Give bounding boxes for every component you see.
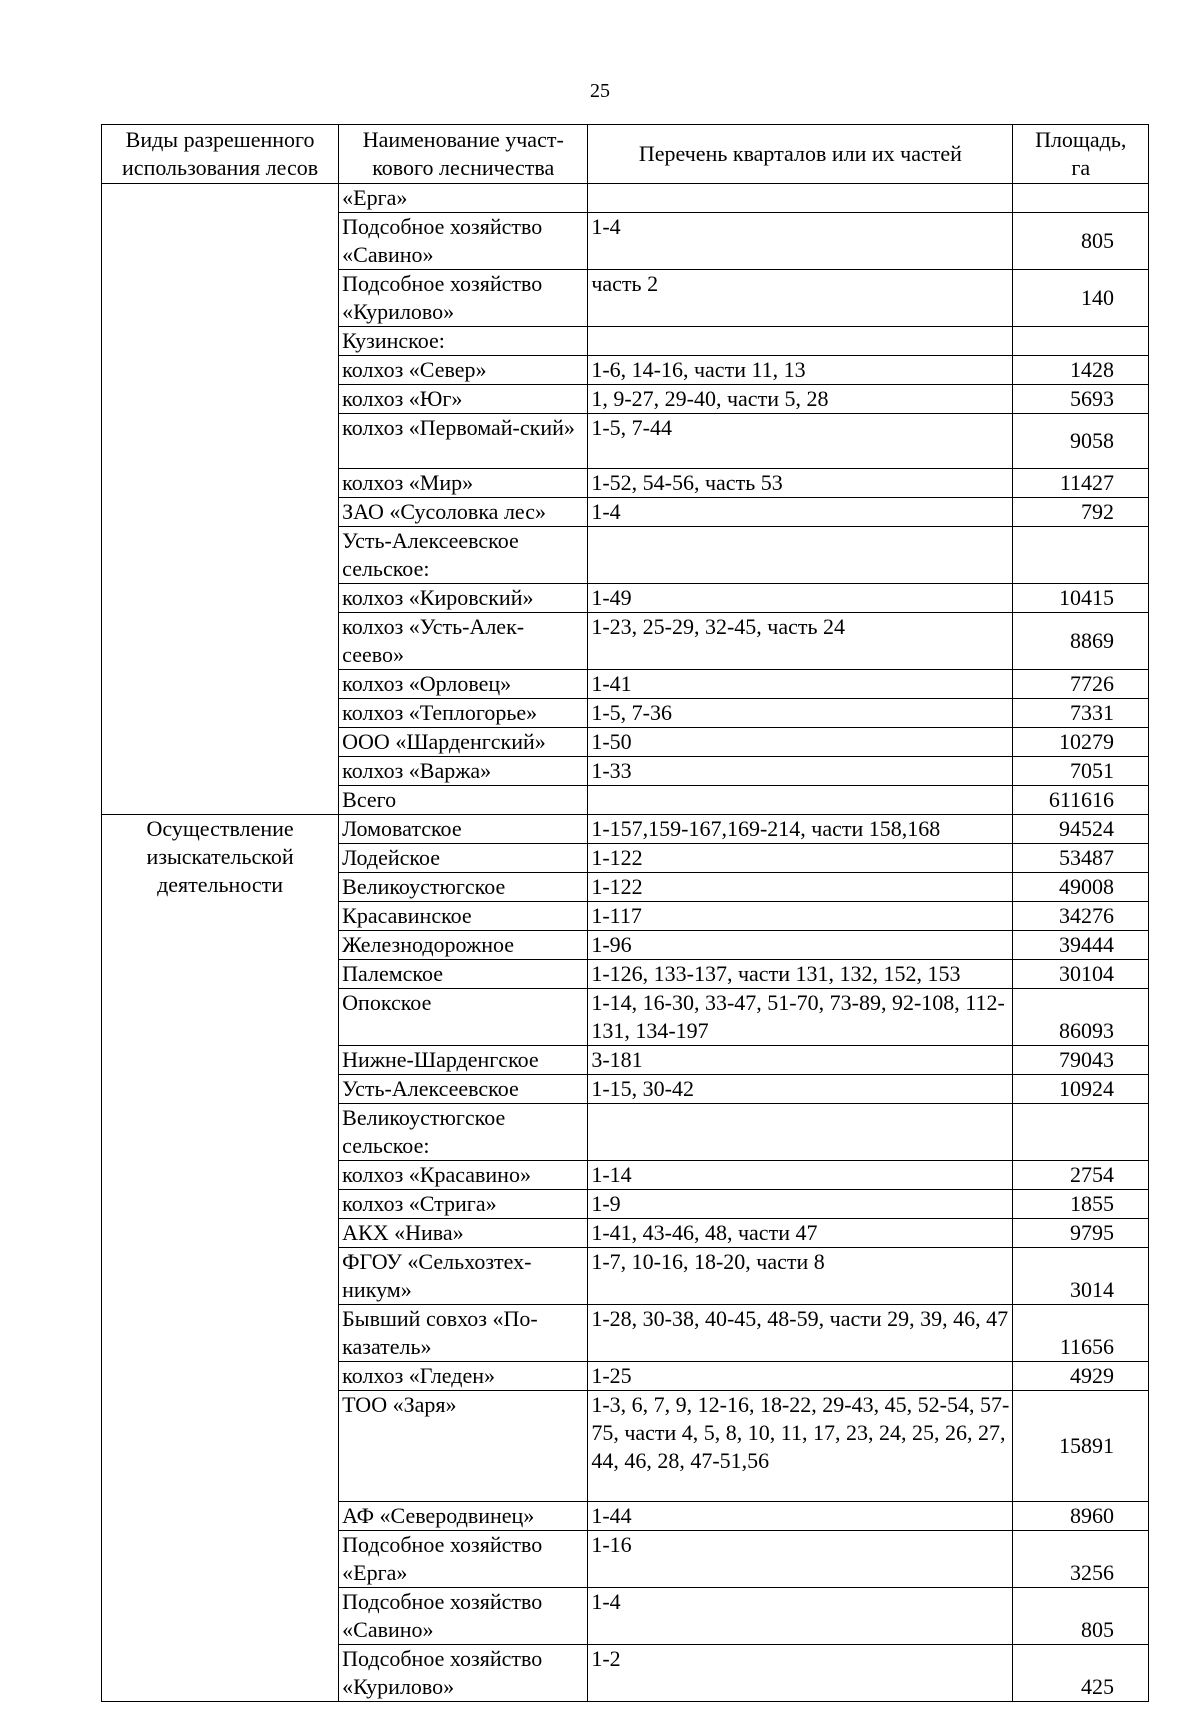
area-cell: 611616: [1013, 786, 1149, 815]
quarters-cell: 1-49: [588, 584, 1013, 613]
area-cell: 140: [1013, 270, 1149, 327]
quarters-cell: 1-41: [588, 670, 1013, 699]
area-cell: 11427: [1013, 469, 1149, 498]
quarters-cell: 1-117: [588, 902, 1013, 931]
area-cell: 2754: [1013, 1161, 1149, 1190]
area-cell: 792: [1013, 498, 1149, 527]
header-line: Перечень кварталов или их частей: [638, 141, 962, 166]
header-quarters: [588, 125, 1013, 184]
forestry-name-cell: колхоз «Варжа»: [339, 757, 588, 786]
quarters-cell: 1-9: [588, 1190, 1013, 1219]
quarters-cell: 1-52, 54-56, часть 53: [588, 469, 1013, 498]
area-cell: 15891: [1013, 1391, 1149, 1502]
area-cell: 425: [1013, 1645, 1149, 1702]
quarters-cell: 1-5, 7-44: [588, 414, 1013, 469]
forestry-name-cell: колхоз «Кировский»: [339, 584, 588, 613]
forest-use-table: [101, 124, 1149, 1702]
forestry-name-cell: Подсобное хозяйство «Курилово»: [339, 1645, 588, 1702]
forestry-name-cell: ФГОУ «Сельхозтех-никум»: [339, 1248, 588, 1305]
forestry-name-cell: АФ «Северодвинец»: [339, 1502, 588, 1531]
area-cell: 3014: [1013, 1248, 1149, 1305]
quarters-cell: 1-41, 43-46, 48, части 47: [588, 1219, 1013, 1248]
quarters-cell: 1-7, 10-16, 18-20, части 8: [588, 1248, 1013, 1305]
area-cell: 4929: [1013, 1362, 1149, 1391]
forestry-name-cell: «Ерга»: [339, 184, 588, 213]
header-line: Площадь,: [1035, 127, 1127, 152]
quarters-cell: 1-15, 30-42: [588, 1075, 1013, 1104]
header-line: Виды разрешенного: [125, 127, 315, 152]
use-type-cell: Осуществление изыскательской деятельности: [102, 815, 339, 1702]
area-cell: 9795: [1013, 1219, 1149, 1248]
quarters-cell: [588, 327, 1013, 356]
quarters-cell: 1-6, 14-16, части 11, 13: [588, 356, 1013, 385]
table-row: [102, 184, 1149, 213]
quarters-cell: 1-96: [588, 931, 1013, 960]
quarters-cell: 1-16: [588, 1531, 1013, 1588]
quarters-cell: 1-33: [588, 757, 1013, 786]
forestry-name-cell: колхоз «Юг»: [339, 385, 588, 414]
quarters-cell: 1-28, 30-38, 40-45, 48-59, части 29, 39, 46, 47: [588, 1305, 1013, 1362]
forestry-name-cell: колхоз «Гледен»: [339, 1362, 588, 1391]
area-cell: 1855: [1013, 1190, 1149, 1219]
forestry-name-cell: Подсобное хозяйство «Ерга»: [339, 1531, 588, 1588]
header-line: га: [1071, 155, 1091, 180]
area-cell: 94524: [1013, 815, 1149, 844]
forestry-name-cell: Всего: [339, 786, 588, 815]
forestry-name-cell: ТОО «Заря»: [339, 1391, 588, 1502]
area-cell: 7726: [1013, 670, 1149, 699]
area-cell: [1013, 184, 1149, 213]
quarters-cell: 1, 9-27, 29-40, части 5, 28: [588, 385, 1013, 414]
header-area: [1013, 125, 1149, 184]
quarters-cell: 1-23, 25-29, 32-45, часть 24: [588, 613, 1013, 670]
area-cell: 79043: [1013, 1046, 1149, 1075]
area-cell: [1013, 527, 1149, 584]
table-row: [102, 815, 1149, 844]
forestry-name-cell: ООО «Шарденгский»: [339, 728, 588, 757]
table-header-row: [102, 125, 1149, 184]
forestry-name-cell: колхоз «Мир»: [339, 469, 588, 498]
forestry-name-cell: Усть-Алексеевское сельское:: [339, 527, 588, 584]
quarters-cell: [588, 786, 1013, 815]
quarters-cell: 1-157,159-167,169-214, части 158,168: [588, 815, 1013, 844]
quarters-cell: [588, 184, 1013, 213]
area-cell: 11656: [1013, 1305, 1149, 1362]
area-cell: 10415: [1013, 584, 1149, 613]
area-cell: 7331: [1013, 699, 1149, 728]
area-cell: 8960: [1013, 1502, 1149, 1531]
use-type-cell-empty: [102, 184, 339, 815]
area-cell: [1013, 327, 1149, 356]
quarters-cell: 1-122: [588, 844, 1013, 873]
area-cell: 30104: [1013, 960, 1149, 989]
quarters-cell: 3-181: [588, 1046, 1013, 1075]
header-line: использования лесов: [122, 155, 319, 180]
area-cell: 86093: [1013, 989, 1149, 1046]
quarters-cell: [588, 527, 1013, 584]
forestry-name-cell: колхоз «Север»: [339, 356, 588, 385]
quarters-cell: 1-14: [588, 1161, 1013, 1190]
quarters-cell: 1-50: [588, 728, 1013, 757]
quarters-cell: часть 2: [588, 270, 1013, 327]
forestry-name-cell: колхоз «Первомай-ский»: [339, 414, 588, 469]
area-cell: 5693: [1013, 385, 1149, 414]
area-cell: 7051: [1013, 757, 1149, 786]
table-body: [102, 184, 1149, 1702]
forestry-name-cell: Железнодорожное: [339, 931, 588, 960]
quarters-cell: 1-4: [588, 213, 1013, 270]
forestry-name-cell: колхоз «Красавино»: [339, 1161, 588, 1190]
forestry-name-cell: Подсобное хозяйство «Савино»: [339, 213, 588, 270]
forestry-name-cell: колхоз «Усть-Алек-сеево»: [339, 613, 588, 670]
forestry-name-cell: Подсобное хозяйство «Савино»: [339, 1588, 588, 1645]
quarters-cell: 1-4: [588, 498, 1013, 527]
area-cell: 805: [1013, 213, 1149, 270]
forestry-name-cell: Усть-Алексеевское: [339, 1075, 588, 1104]
quarters-cell: 1-2: [588, 1645, 1013, 1702]
area-cell: [1013, 1104, 1149, 1161]
area-cell: 9058: [1013, 414, 1149, 469]
forestry-name-cell: Бывший совхоз «По-казатель»: [339, 1305, 588, 1362]
quarters-cell: 1-5, 7-36: [588, 699, 1013, 728]
page-number: 25: [590, 80, 610, 102]
quarters-cell: [588, 1104, 1013, 1161]
area-cell: 53487: [1013, 844, 1149, 873]
quarters-cell: 1-122: [588, 873, 1013, 902]
area-cell: 805: [1013, 1588, 1149, 1645]
forestry-name-cell: ЗАО «Сусоловка лес»: [339, 498, 588, 527]
quarters-cell: 1-126, 133-137, части 131, 132, 152, 153: [588, 960, 1013, 989]
forestry-name-cell: Нижне-Шарденгское: [339, 1046, 588, 1075]
area-cell: 8869: [1013, 613, 1149, 670]
area-cell: 1428: [1013, 356, 1149, 385]
forestry-name-cell: Красавинское: [339, 902, 588, 931]
area-cell: 34276: [1013, 902, 1149, 931]
quarters-cell: 1-4: [588, 1588, 1013, 1645]
forestry-name-cell: Ломоватское: [339, 815, 588, 844]
forestry-name-cell: Палемское: [339, 960, 588, 989]
forestry-name-cell: колхоз «Орловец»: [339, 670, 588, 699]
quarters-cell: 1-14, 16-30, 33-47, 51-70, 73-89, 92-108, 112-131, 134-197: [588, 989, 1013, 1046]
area-cell: 39444: [1013, 931, 1149, 960]
area-cell: 10279: [1013, 728, 1149, 757]
forestry-name-cell: Лодейское: [339, 844, 588, 873]
area-cell: 3256: [1013, 1531, 1149, 1588]
header-use-type: [102, 125, 339, 184]
header-line: Наименование участ-: [362, 127, 564, 152]
quarters-cell: 1-3, 6, 7, 9, 12-16, 18-22, 29-43, 45, 52-54, 57-75, части 4, 5, 8, 10, 11, 17, 23, 24, 25, 26, 27, 44, 46, 28, 47-51,56: [588, 1391, 1013, 1502]
area-cell: 10924: [1013, 1075, 1149, 1104]
forestry-name-cell: Великоустюгское сельское:: [339, 1104, 588, 1161]
header-line: кового лесничества: [372, 155, 555, 180]
forestry-name-cell: колхоз «Теплогорье»: [339, 699, 588, 728]
forestry-name-cell: АКХ «Нива»: [339, 1219, 588, 1248]
forestry-name-cell: колхоз «Стрига»: [339, 1190, 588, 1219]
forestry-name-cell: Опокское: [339, 989, 588, 1046]
forestry-name-cell: Кузинское:: [339, 327, 588, 356]
forestry-name-cell: Подсобное хозяйство «Курилово»: [339, 270, 588, 327]
quarters-cell: 1-44: [588, 1502, 1013, 1531]
area-cell: 49008: [1013, 873, 1149, 902]
forestry-name-cell: Великоустюгское: [339, 873, 588, 902]
header-forestry-name: [339, 125, 588, 184]
quarters-cell: 1-25: [588, 1362, 1013, 1391]
